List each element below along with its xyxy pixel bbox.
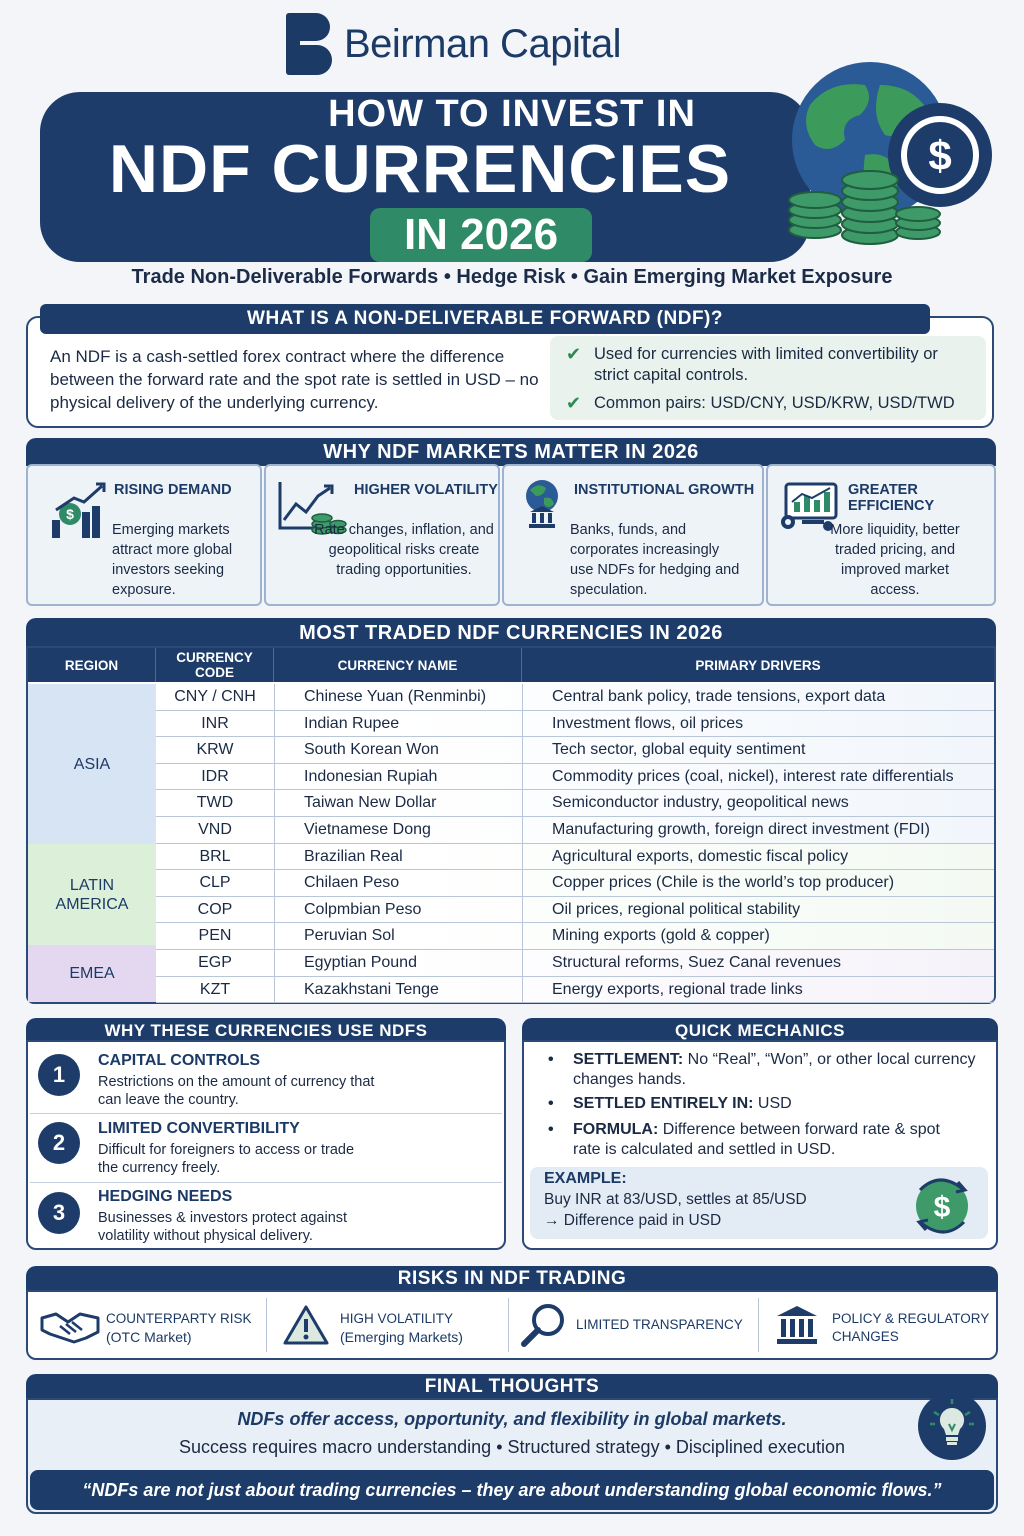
table-title: MOST TRADED NDF CURRENCIES IN 2026 — [26, 618, 996, 648]
table-row — [156, 950, 994, 977]
card-greater-efficiency — [766, 464, 996, 606]
check-icon: ✔ — [566, 393, 582, 414]
primary-drivers-cell: Investment flows, oil prices — [552, 714, 744, 732]
svg-text:$: $ — [928, 132, 952, 179]
currency-name-cell: Taiwan New Dollar — [304, 794, 437, 812]
primary-drivers-cell: Mining exports (gold & copper) — [552, 927, 770, 945]
example-head: EXAMPLE: — [544, 1170, 627, 1187]
currency-name-cell: Colpmbian Peso — [304, 900, 422, 918]
mechanics-item-settlement: • SETTLEMENT: No “Real”, “Won”, or other local currency changes hands. — [548, 1051, 976, 1088]
magnifier-icon — [520, 1302, 568, 1350]
table-row — [156, 844, 994, 871]
currency-code-cell: KRW — [196, 741, 234, 759]
table-row — [156, 923, 994, 950]
divider — [508, 1298, 509, 1352]
brand-logo-icon — [286, 13, 332, 75]
rising-chart-dollar-icon — [48, 480, 108, 540]
currency-code-cell: BRL — [199, 847, 231, 865]
what-point-1: Used for currencies with limited convertibility or strict capital controls. — [594, 345, 938, 384]
table-header-name: CURRENCY NAME — [274, 648, 522, 682]
handshake-icon — [40, 1308, 100, 1346]
hero-title-line2: NDF CURRENCIES — [108, 131, 732, 207]
currency-code-cell: IDR — [201, 767, 229, 785]
svg-text:$: $ — [66, 506, 74, 522]
currency-name-cell: Egyptian Pound — [304, 954, 417, 971]
risk-label: HIGH VOLATILITY (Emerging Markets) — [340, 1311, 463, 1345]
mechanics-item-settled-in: • SETTLED ENTIRELY IN: USD — [548, 1095, 792, 1112]
svg-text:$: $ — [933, 1191, 951, 1224]
reason-body: Difficult for foreigners to access or trade the currency freely. — [98, 1142, 355, 1176]
primary-drivers-cell: Manufacturing growth, foreign direct investment (FDI) — [552, 821, 930, 838]
table-row — [156, 737, 994, 764]
card-head: INSTITUTIONAL GROWTH — [574, 482, 755, 498]
what-title: WHAT IS A NON-DELIVERABLE FORWARD (NDF)? — [40, 304, 930, 334]
final-line-1: NDFs offer access, opportunity, and flexibility in global markets. — [237, 1409, 787, 1429]
divider — [30, 1113, 502, 1114]
primary-drivers-cell: Energy exports, regional trade links — [552, 980, 803, 998]
primary-drivers-cell: Tech sector, global equity sentiment — [552, 741, 806, 759]
globe-coins-icon — [770, 60, 1010, 260]
check-icon: ✔ — [566, 344, 582, 365]
risk-label: COUNTERPARTY RISK (OTC Market) — [106, 1311, 252, 1345]
table-row — [156, 870, 994, 897]
card-body: Banks, funds, and corporates increasingly use NDFs for hedging and speculation. — [570, 522, 740, 598]
table-row — [156, 684, 994, 711]
table-row — [156, 977, 994, 1004]
card-body: Emerging markets attract more global investors seeking exposure. — [112, 522, 233, 598]
divider — [266, 1298, 267, 1352]
table-row — [156, 711, 994, 738]
primary-drivers-cell: Oil prices, regional political stability — [552, 900, 801, 918]
reason-head: LIMITED CONVERTIBILITY — [98, 1120, 300, 1137]
mechanics-item-formula: • FORMULA: Difference between forward rate & spot rate is calculated and settled in USD. — [548, 1121, 940, 1158]
region-asia: ASIA — [28, 684, 156, 844]
primary-drivers-cell: Structural reforms, Suez Canal revenues — [552, 954, 842, 971]
hero-title-line1: HOW TO INVEST IN — [328, 93, 696, 135]
final-quote: “NDFs are not just about trading currencies – they are about understanding global economic flows.” — [30, 1470, 994, 1510]
table-row — [156, 817, 994, 844]
reason-head: CAPITAL CONTROLS — [98, 1052, 261, 1069]
table-row — [156, 790, 994, 817]
card-head: RISING DEMAND — [114, 482, 232, 498]
region-latin-america: LATIN AMERICA — [28, 844, 156, 945]
number-badge: 3 — [38, 1192, 80, 1234]
risks-title: RISKS IN NDF TRADING — [26, 1266, 998, 1292]
number-badge: 2 — [38, 1122, 80, 1164]
card-body: More liquidity, better traded pricing, and improved market access. — [830, 522, 960, 598]
final-title: FINAL THOUGHTS — [26, 1374, 998, 1400]
what-description: An NDF is a cash-settled forex contract where the difference between the forward rate and the spot rate is settled in USD – no physical delivery of the underlying currency. — [50, 347, 539, 412]
lightbulb-icon — [916, 1390, 988, 1462]
mechanics-title: QUICK MECHANICS — [522, 1018, 998, 1044]
warning-icon — [282, 1304, 330, 1346]
risk-label: LIMITED TRANSPARENCY — [576, 1317, 743, 1332]
card-rising-demand — [26, 464, 262, 606]
monitor-gears-icon — [778, 482, 838, 532]
reason-body: Businesses & investors protect against volatility without physical delivery. — [98, 1210, 348, 1244]
table-row — [156, 764, 994, 791]
currency-name-cell: South Korean Won — [304, 741, 439, 759]
government-building-icon — [774, 1304, 820, 1346]
card-head: GREATER EFFICIENCY — [848, 482, 935, 514]
brand — [286, 12, 621, 76]
divider — [758, 1298, 759, 1352]
currency-name-cell: Indian Rupee — [304, 714, 400, 732]
card-higher-volatility — [264, 464, 500, 606]
currency-name-cell: Chilaen Peso — [304, 874, 400, 892]
risk-label: POLICY & REGULATORY CHANGES — [832, 1311, 990, 1344]
currency-code-cell: VND — [198, 821, 232, 838]
primary-drivers-cell: Commodity prices (coal, nickel), interest rate differentials — [552, 767, 954, 785]
currency-name-cell: Vietnamese Dong — [304, 821, 431, 838]
primary-drivers-cell: Copper prices (Chile is the world’s top producer) — [552, 874, 895, 892]
currency-code-cell: EGP — [198, 954, 232, 971]
currency-exchange-icon — [908, 1172, 976, 1236]
currency-code-cell: KZT — [199, 980, 231, 998]
currency-name-cell: Peruvian Sol — [304, 927, 395, 945]
example-line-1: Buy INR at 83/USD, settles at 85/USD — [544, 1191, 807, 1208]
currency-code-cell: TWD — [196, 794, 234, 812]
currency-code-cell: INR — [201, 714, 229, 732]
currency-code-cell: COP — [197, 900, 233, 918]
currency-code-cell: PEN — [198, 927, 232, 945]
table-header-drivers: PRIMARY DRIVERS — [522, 648, 994, 682]
card-body: Rate changes, inflation, and geopolitical risks create trading opportunities. — [314, 522, 494, 578]
final-line-2: Success requires macro understanding • Structured strategy • Disciplined execution — [179, 1437, 845, 1457]
what-point-2: Common pairs: USD/CNY, USD/KRW, USD/TWD — [594, 394, 955, 412]
primary-drivers-cell: Central bank policy, trade tensions, export data — [552, 688, 886, 705]
table-header-region: REGION — [28, 648, 156, 682]
reason-body: Restrictions on the amount of currency that can leave the country. — [98, 1074, 375, 1108]
region-emea: EMEA — [28, 945, 156, 1002]
card-head: HIGHER VOLATILITY — [354, 482, 498, 498]
reason-head: HEDGING NEEDS — [98, 1188, 233, 1205]
brand-name: Beirman Capital — [344, 21, 622, 66]
hero-year-badge: IN 2026 — [370, 208, 592, 262]
table-header-code: CURRENCY CODE — [156, 648, 274, 682]
currency-code-cell: CLP — [199, 874, 231, 892]
divider — [30, 1182, 502, 1183]
primary-drivers-cell: Agricultural exports, domestic fiscal policy — [552, 847, 849, 865]
currency-name-cell: Kazakhstani Tenge — [304, 980, 439, 998]
example-line-2: → Difference paid in USD — [544, 1212, 722, 1229]
currency-name-cell: Indonesian Rupiah — [304, 767, 438, 785]
table-row — [156, 897, 994, 924]
primary-drivers-cell: Semiconductor industry, geopolitical news — [552, 794, 849, 812]
currency-name-cell: Chinese Yuan (Renminbi) — [304, 688, 487, 705]
why-matter-title: WHY NDF MARKETS MATTER IN 2026 — [26, 438, 996, 466]
hero-tagline: Trade Non-Deliverable Forwards • Hedge Risk • Gain Emerging Market Exposure — [131, 266, 893, 288]
globe-bank-icon — [518, 478, 566, 530]
card-institutional-growth — [502, 464, 764, 606]
currency-name-cell: Brazilian Real — [304, 847, 403, 865]
currency-code-cell: CNY / CNH — [174, 688, 256, 705]
number-badge: 1 — [38, 1054, 80, 1096]
reasons-title: WHY THESE CURRENCIES USE NDFS — [26, 1018, 506, 1044]
